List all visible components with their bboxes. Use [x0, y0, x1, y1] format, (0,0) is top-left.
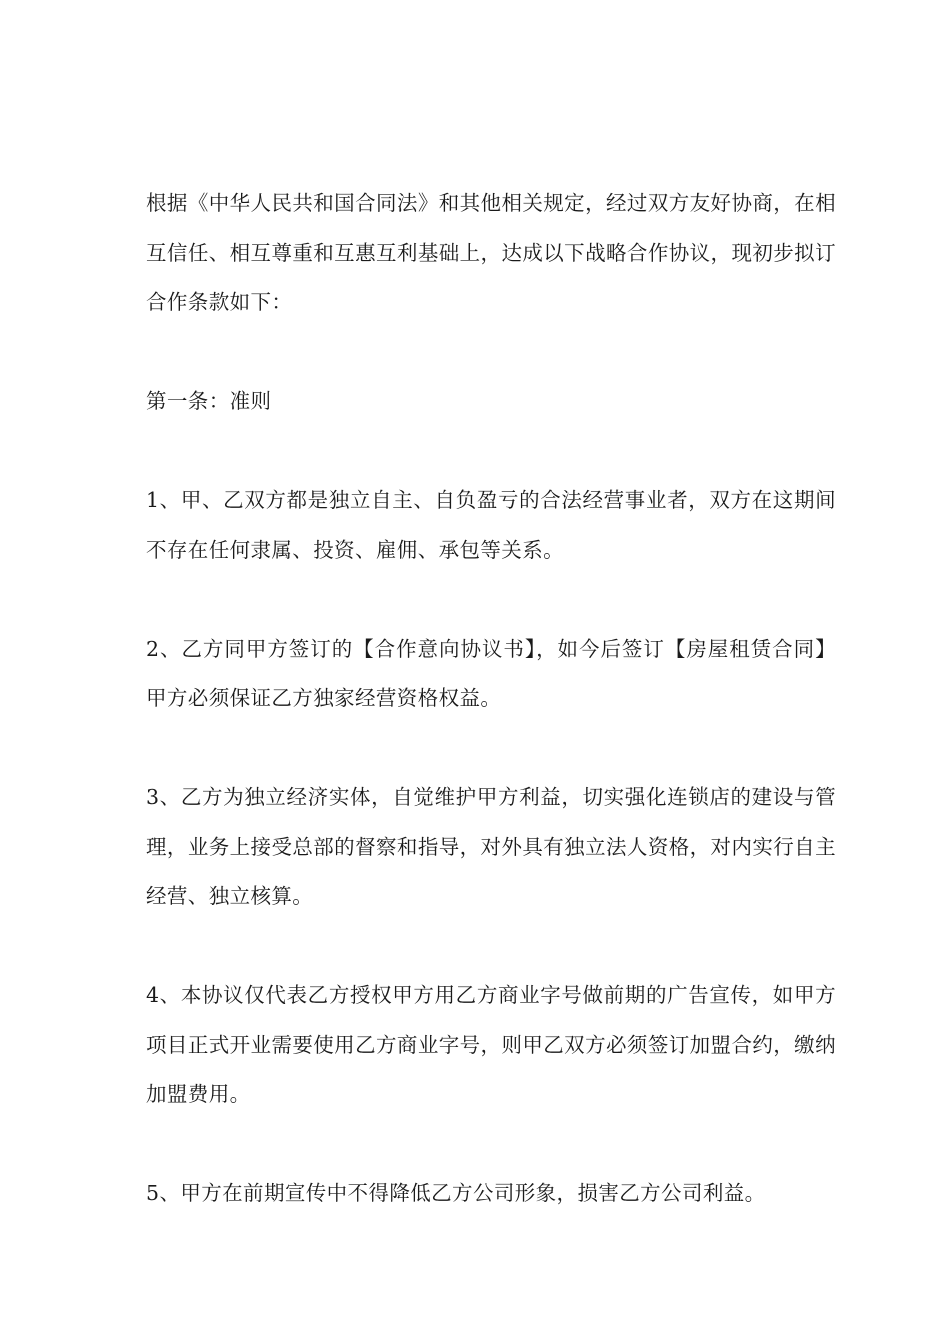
clause-3: 3、乙方为独立经济实体，自觉维护甲方利益，切实强化连锁店的建设与管理，业务上接受总部的督察和指导，对外具有独立法人资格，对内实行自主经营、独立核算。 — [146, 785, 836, 908]
clause-1: 1、甲、乙双方都是独立自主、自负盈亏的合法经营事业者，双方在这期间不存在任何隶属、投资、雇佣、承包等关系。 — [146, 488, 836, 562]
clause-2: 2、乙方同甲方签订的【合作意向协议书】，如今后签订【房屋租赁合同】甲方必须保证乙方独家经营资格权益。 — [146, 636, 836, 710]
clause-4: 4、本协议仅代表乙方授权甲方用乙方商业字号做前期的广告宣传，如甲方项目正式开业需要使用乙方商业字号，则甲乙双方必须签订加盟合约，缴纳加盟费用。 — [146, 983, 836, 1106]
clause-5: 5、甲方在前期宣传中不得降低乙方公司形象，损害乙方公司利益。 — [146, 1181, 766, 1205]
article-heading: 第一条：准则 — [146, 389, 272, 413]
document-body — [146, 179, 836, 1219]
intro-paragraph: 根据《中华人民共和国合同法》和其他相关规定，经过双方友好协商，在相互信任、相互尊重和互惠互利基础上，达成以下战略合作协议，现初步拟订合作条款如下： — [146, 191, 836, 314]
